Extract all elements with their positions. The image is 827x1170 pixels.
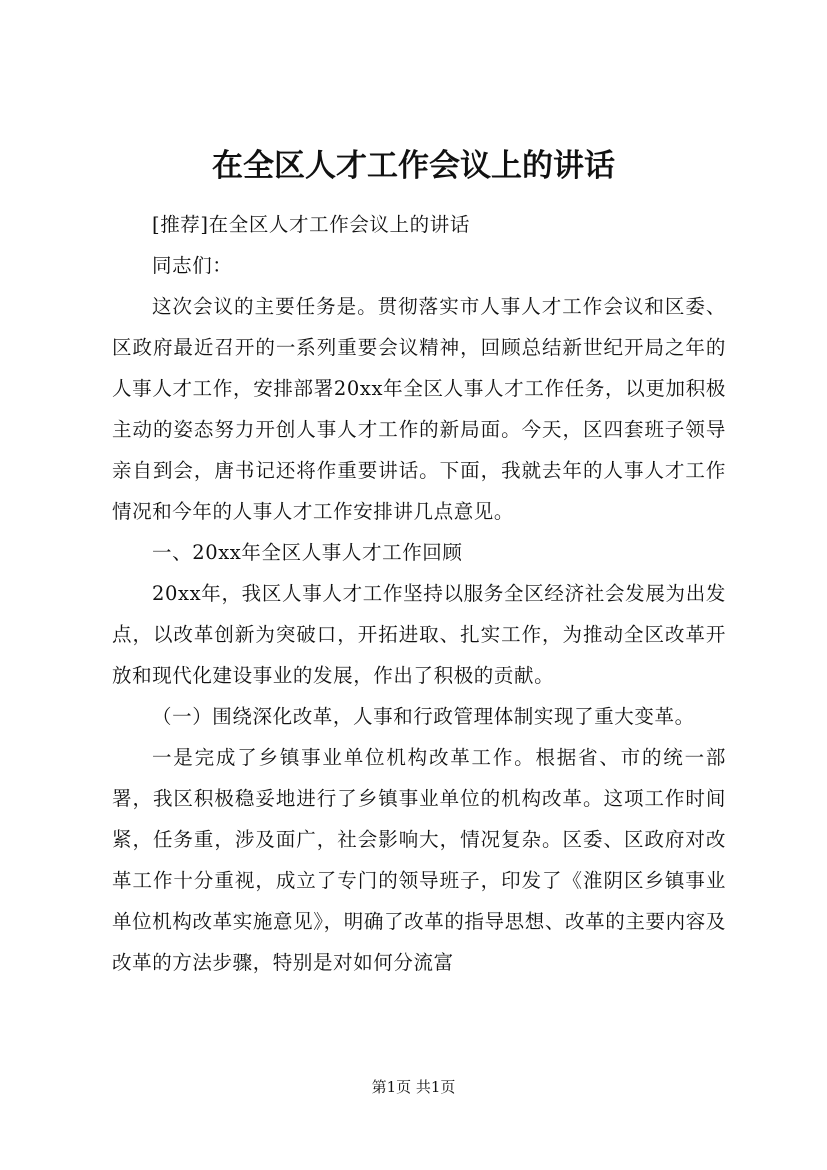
- subsection-heading-reform: （一）围绕深化改革，人事和行政管理体制实现了重大变革。: [152, 705, 695, 728]
- paragraph-review-summary: 20xx年，我区人事人才工作坚持以服务全区经济社会发展为出发点，以改革创新为突破口，开拓进取、扎实工作，为推动全区改革开放和现代化建设事业的发展，作出了积极的贡献。: [112, 582, 726, 687]
- document-title: 在全区人才工作会议上的讲话: [212, 148, 615, 184]
- paragraph-intro: 这次会议的主要任务是。贯彻落实市人事人才工作会议和区委、区政府最近召开的一系列重要会议精神，回顾总结新世纪开局之年的人事人才工作，安排部署20xx年全区人事人才工作任务，以更加积极主动的姿态努力开创人事人才工作的新局面。今天，区四套班子领导亲自到会，唐书记还将作重要讲话。下面，我就去年的人事人才工作情况和今年的人事人才工作安排讲几点意见。: [112, 295, 726, 523]
- paragraph-recommend: [推荐]在全区人才工作会议上的讲话: [152, 213, 470, 236]
- page-footer: 第1页 共1页: [371, 1078, 456, 1096]
- paragraph-salutation: 同志们：: [152, 254, 233, 277]
- section-heading-review: 一、20xx年全区人事人才工作回顾: [152, 541, 463, 564]
- document-body: [112, 204, 726, 983]
- paragraph-reform-detail: 一是完成了乡镇事业单位机构改革工作。根据省、市的统一部署，我区积极稳妥地进行了乡镇事业单位的机构改革。这项工作时间紧，任务重，涉及面广，社会影响大，情况复杂。区委、区政府对改革工作十分重视，成立了专门的领导班子，印发了《淮阴区乡镇事业单位机构改革实施意见》，明确了改革的指导思想、改革的主要内容及改革的方法步骤，特别是对如何分流富: [112, 746, 726, 974]
